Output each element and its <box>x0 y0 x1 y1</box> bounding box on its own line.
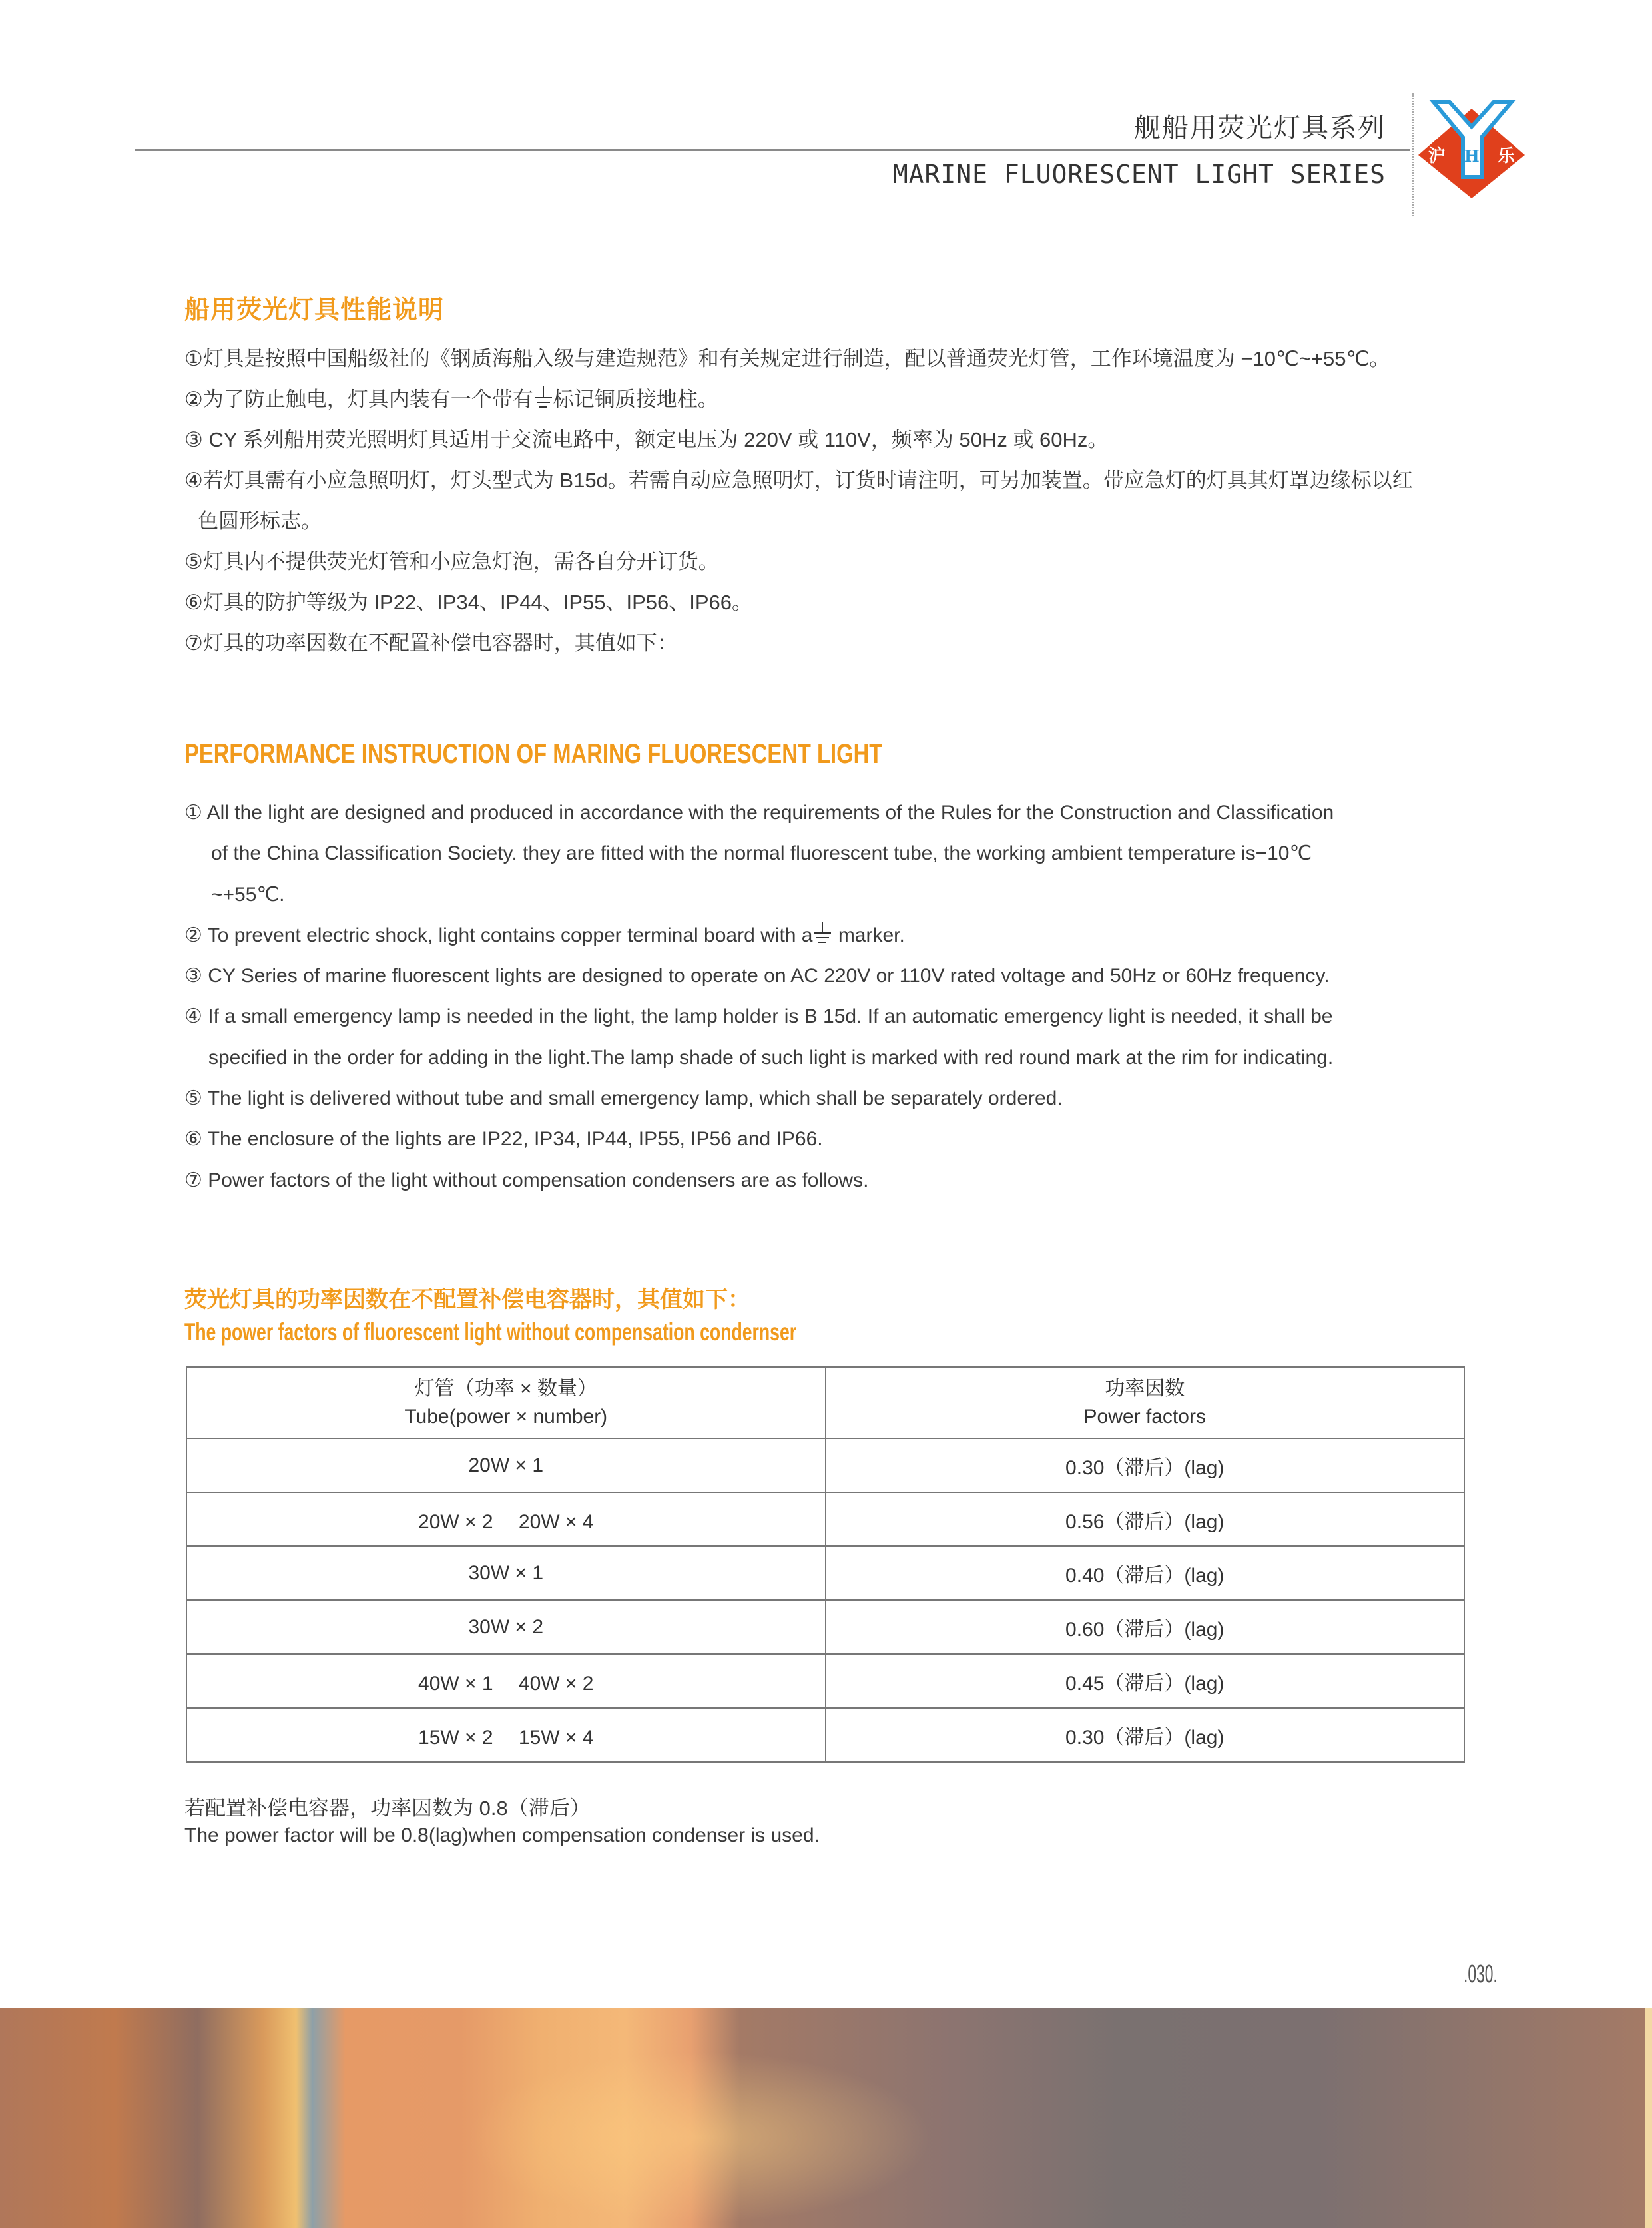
tube-cell: 30W × 1 <box>186 1546 826 1600</box>
zh-item-4-cont: 色圆形标志。 <box>198 509 322 533</box>
note-en: The power factor will be 0.8(lag)when compensation condenser is used. <box>184 1824 820 1846</box>
header-tube <box>186 1367 826 1438</box>
en-item-7: ⑦ Power factors of the light without compensation condensers are as follows. <box>184 1169 869 1191</box>
table-title-zh: 荧光灯具的功率因数在不配置补偿电容器时，其值如下： <box>184 1287 750 1312</box>
svg-text:H: H <box>1464 146 1480 166</box>
en-item-6: ⑥ The enclosure of the lights are IP22, IP34, IP44, IP55, IP56 and IP66. <box>184 1128 823 1151</box>
tube-cell: 20W × 2 20W × 4 <box>186 1492 826 1546</box>
table-row <box>186 1492 1464 1546</box>
table-row <box>186 1546 1464 1600</box>
power-factor-cell: 0.30（滞后）(lag) <box>826 1438 1465 1492</box>
en-item-5: ⑤ The light is delivered without tube and small emergency lamp, which shall be separately ordered. <box>184 1087 1063 1110</box>
zh-item-2-text: ②为了防止触电，灯具内装有一个带有 <box>184 388 533 411</box>
en-instructions <box>184 792 1490 1201</box>
page-number: .030. <box>1464 1960 1498 1988</box>
table-title-en: The power factors of fluorescent light without compensation condernser <box>184 1318 797 1346</box>
table-row <box>186 1708 1464 1762</box>
tube-cell: 40W × 1 40W × 2 <box>186 1654 826 1708</box>
zh-item-3: ③ CY 系列船用荧光照明灯具适用于交流电路中，额定电压为 220V 或 110V，频率为 50Hz 或 60Hz。 <box>184 428 1109 451</box>
en-item-1-cont2: ~+55℃. <box>211 883 285 906</box>
ground-symbol-icon <box>812 922 832 944</box>
table-row <box>186 1600 1464 1654</box>
zh-item-5: ⑤灯具内不提供荧光灯管和小应急灯泡，需各自分开订货。 <box>184 550 719 573</box>
tube-cell: 20W × 1 <box>186 1438 826 1492</box>
zh-instructions <box>184 338 1490 663</box>
header-rule <box>135 149 1410 151</box>
note-zh: 若配置补偿电容器，功率因数为 0.8（滞后） <box>184 1797 591 1820</box>
zh-item-2-text-end: 标记铜质接地柱。 <box>553 388 718 411</box>
header-title-en: MARINE FLUORESCENT LIGHT SERIES <box>892 160 1386 189</box>
header-pf-zh: 功率因数 <box>1105 1377 1185 1400</box>
table-row <box>186 1438 1464 1492</box>
header-divider <box>1412 93 1414 216</box>
zh-item-1: ①灯具是按照中国船级社的《钢质海船入级与建造规范》和有关规定进行制造，配以普通荧光灯管，工作环境温度为 −10℃~+55℃。 <box>184 347 1390 370</box>
section-title-en: PERFORMANCE INSTRUCTION OF MARING FLUORESCENT LIGHT <box>184 738 883 769</box>
header-tube-zh: 灯管（功率 × 数量） <box>414 1377 597 1400</box>
power-factor-cell: 0.45（滞后）(lag) <box>826 1654 1465 1708</box>
svg-text:乐: 乐 <box>1498 146 1515 166</box>
en-item-1-cont: of the China Classification Society. they are fitted with the normal fluorescent tube, the working ambient temperature is−10℃ <box>211 842 1312 865</box>
svg-text:沪: 沪 <box>1428 146 1446 166</box>
en-item-2-text: ② To prevent electric shock, light contains copper terminal board with a <box>184 924 813 946</box>
section-title-zh: 船用荧光灯具性能说明 <box>184 296 445 324</box>
zh-item-2 <box>184 379 1490 419</box>
tube-cell: 30W × 2 <box>186 1600 826 1654</box>
tube-cell: 15W × 2 15W × 4 <box>186 1708 826 1762</box>
table-row <box>186 1654 1464 1708</box>
table-header-row <box>186 1367 1464 1438</box>
power-factor-table <box>186 1366 1465 1763</box>
power-factor-cell: 0.56（滞后）(lag) <box>826 1492 1465 1546</box>
decorative-photo-highlight <box>466 2051 932 2224</box>
en-item-4: ④ If a small emergency lamp is needed in the light, the lamp holder is B 15d. If an automatic emergency light is needed, it shall be <box>184 1005 1333 1028</box>
power-factor-cell: 0.40（滞后）(lag) <box>826 1546 1465 1600</box>
zh-item-7: ⑦灯具的功率因数在不配置补偿电容器时，其值如下： <box>184 631 678 655</box>
zh-item-6: ⑥灯具的防护等级为 IP22、IP34、IP44、IP55、IP56、IP66。 <box>184 591 753 614</box>
en-item-3: ③ CY Series of marine fluorescent lights are designed to operate on AC 220V or 110V rated voltage and 50Hz or 60Hz frequency. <box>184 965 1330 987</box>
power-factor-cell: 0.60（滞后）(lag) <box>826 1600 1465 1654</box>
en-item-4-cont: specified in the order for adding in the light.The lamp shade of such light is marked with red round mark at the rim for indicating. <box>208 1046 1334 1069</box>
power-factor-cell: 0.30（滞后）(lag) <box>826 1708 1465 1762</box>
header-title-zh: 舰船用荧光灯具系列 <box>1134 113 1386 143</box>
ground-symbol-icon <box>533 386 553 409</box>
company-logo <box>1415 99 1528 198</box>
header-tube-en: Tube(power × number) <box>404 1405 608 1428</box>
en-item-2-text-end: marker. <box>832 924 905 946</box>
en-item-1: ① All the light are designed and produced in accordance with the requirements of the Rules for the Construction and Classification <box>184 802 1334 824</box>
zh-item-4: ④若灯具需有小应急照明灯，灯头型式为 B15d。若需自动应急照明灯，订货时请注明，可另加装置。带应急灯的灯具其灯罩边缘标以红 <box>184 469 1413 492</box>
en-item-2 <box>184 915 1490 956</box>
decorative-edge-strip <box>1645 2008 1652 2228</box>
header-power-factor <box>826 1367 1465 1438</box>
header-pf-en: Power factors <box>1083 1405 1206 1428</box>
